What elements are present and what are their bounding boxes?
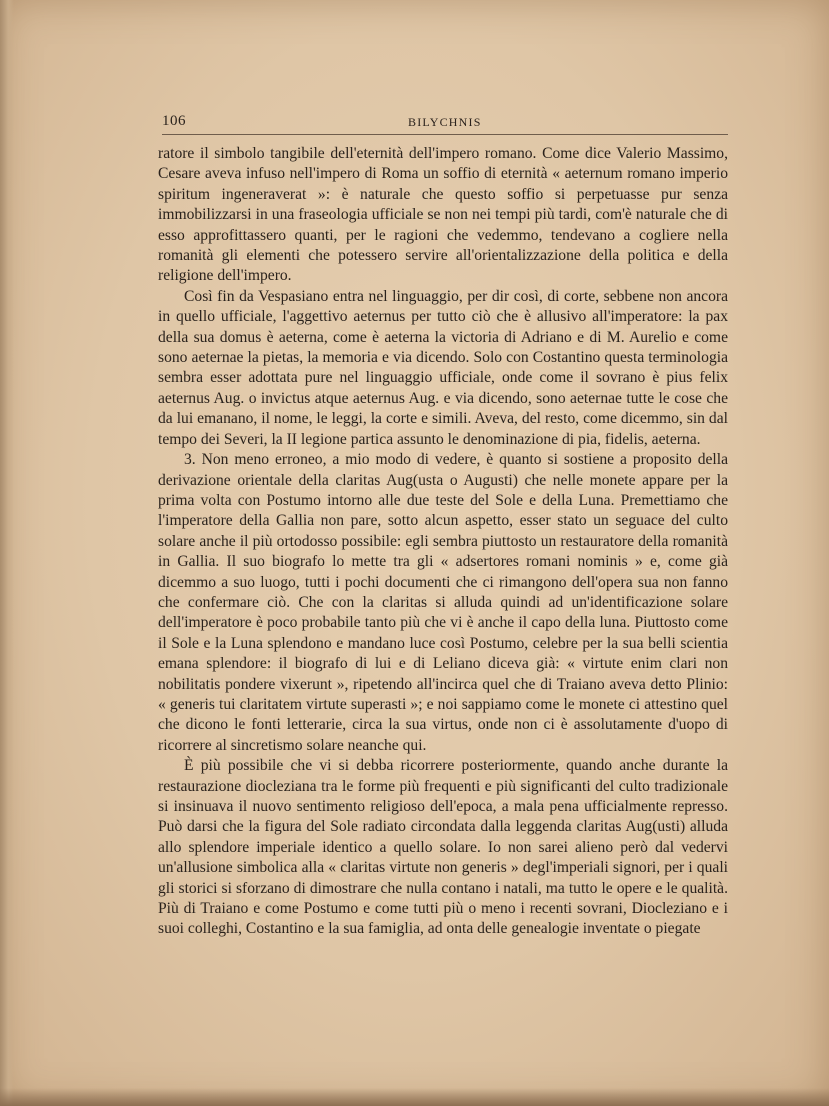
paragraph-1: ratore il simbolo tangibile dell'eternità dell'impero romano. Come dice Valerio Massimo, Cesare aveva infuso nell'impero di Roma un soffio di eternità « aeternum romano imperio spiritum ingeneraverat »: è naturale che questo soffio si perpetuasse pur senza immobilizzarsi in una fraseologia ufficiale se non nei tempi più tardi, com'è naturale che di esso approfittassero quanti, per le ragioni che vedemmo, tendevano a cogliere nella romanità gli elementi che potessero servire all'orientalizzazione della politica e della religione dell'impero. (158, 145, 728, 285)
page-edge-left (0, 0, 14, 1106)
page-edge-bottom (0, 1088, 829, 1106)
paragraph-4: È più possibile che vi si debba ricorrere posteriormente, quando anche durante la restaurazione diocleziana tra le forme più frequenti e più significanti del culto tradizionale si insinuava il nuovo sentimento religioso dell'epoca, a mala pena ufficialmente represso. Può darsi che la figura del Sole radiato circondata dalla leggenda claritas Aug(usti) alluda allo splendore imperiale identico a quello solare. Io non sarei alieno però dal vedervi un'allusione simbolica alla « claritas virtute non generis » degl'imperiali signori, per i quali gli storici si sforzano di dimostrare che nulla contano i natali, ma tutto le opere e le qualità. Più di Traiano e come Postumo e come tutti più o meno i recenti sovrani, Diocleziano e i suoi colleghi, Costantino e la sua famiglia, ad onta delle genealogie inventate o piegate (158, 757, 728, 938)
running-title: BILYCHNIS (408, 115, 482, 129)
header-rule (162, 134, 728, 135)
page-number: 106 (162, 113, 186, 129)
page-header (162, 113, 728, 135)
paragraph-2: Così fin da Vespasiano entra nel linguaggio, per dir così, di corte, sebbene non ancora in quello ufficiale, l'aggettivo aeternus per tutto ciò che è allusivo all'imperatore: la pax della sua domus è aeterna, come è aeterna la victoria di Adriano e di M. Aurelio e come sono aeternae la pietas, la memoria e via dicendo. Solo con Costantino questa terminologia sembra esser adottata pure nel linguaggio ufficiale, onde come il sovrano è pius felix aeternus Aug. o invictus atque aeternus Aug. e via dicendo, sono aeternae tutte le cose che da lui emanano, il nome, le leggi, la corte e simili. Aveva, del resto, come dicemmo, sin dal tempo dei Severi, la II legione partica assunto le denominazione di pia, fidelis, aeterna. (158, 287, 728, 448)
body-text (158, 144, 728, 940)
paragraph-3: 3. Non meno erroneo, a mio modo di vedere, è quanto si sostiene a proposito della derivazione orientale della claritas Aug(usta o Augusti) che nelle monete appare per la prima volta con Postumo intorno alle due teste del Sole e della Luna. Premettiamo che l'imperatore della Gallia non pare, sotto alcun aspetto, esser stato un seguace del culto solare anche il più ortodosso possibile: egli sembra piuttosto un restauratore della romanità in Gallia. Il suo biografo lo mette tra gli « adsertores romani nominis » e, come già dicemmo a suo luogo, tutti i pochi documenti che ci rimangono dell'opera sua non fanno che confermare ciò. Che con la claritas si alluda quindi ad un'identificazione solare dell'imperatore è poco probabile tanto più che vi è anche il capo della luna. Piuttosto come il Sole e la Luna splendono e mandano luce così Postumo, celebre per la sua belli scientia emana splendore: il biografo di lui e di Leliano diceva già: « virtute enim clari non nobilitatis pondere vixerunt », ripetendo all'incirca quel che di Traiano aveva detto Plinio: « generis tui claritatem virtute superasti »; e noi sappiamo come le monete ci attestino quel che dicono le fonti letterarie, circa la sua virtus, onde non ci è assolutamente d'uopo di ricorrere al sincretismo solare neanche qui. (158, 451, 728, 754)
